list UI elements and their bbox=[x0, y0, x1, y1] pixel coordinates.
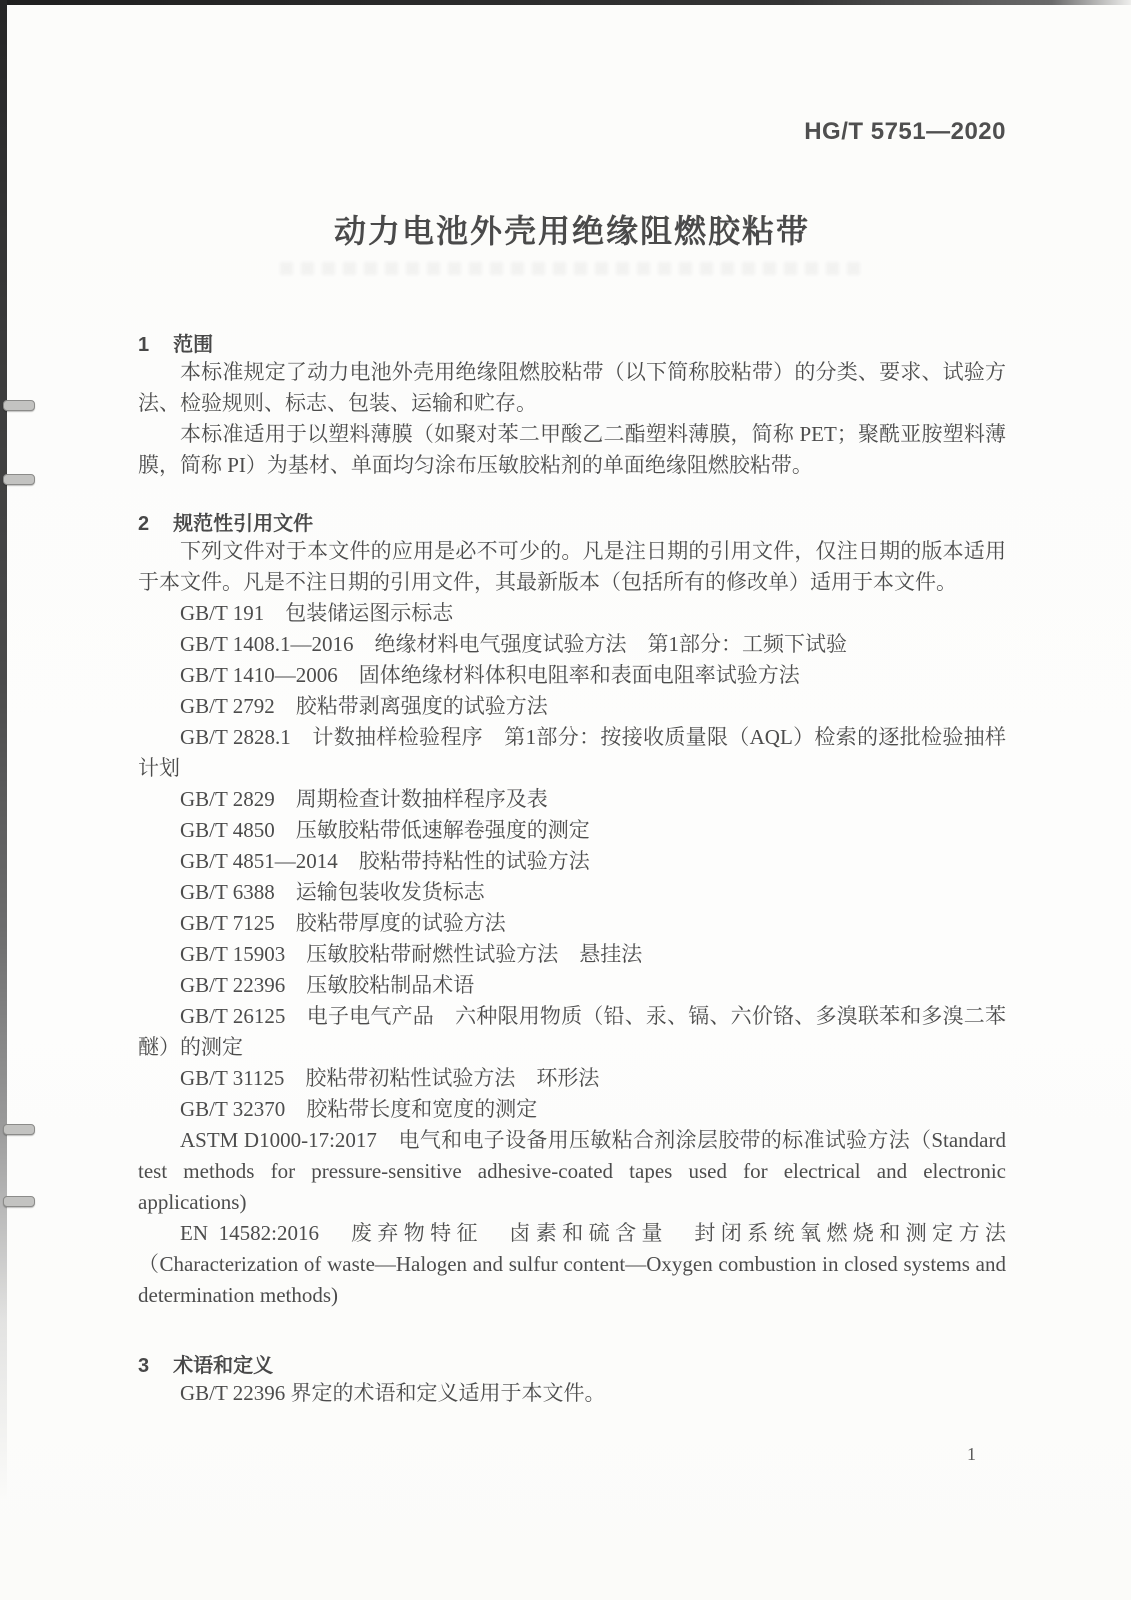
staple-mark bbox=[3, 474, 35, 485]
section-title: 术语和定义 bbox=[173, 1355, 274, 1377]
reference-item: EN 14582:2016 废弃物特征 卤素和硫含量 封闭系统氧燃烧和测定方法（Characterization of waste—Halogen and sulfur content—Oxygen combustion in closed systems and determination methods) bbox=[138, 1221, 1006, 1307]
section-heading-scope bbox=[138, 328, 1006, 357]
references-intro-paragraph: 下列文件对于本文件的应用是必不可少的。凡是注日期的引用文件，仅注日期的版本适用于本文件。凡是不注日期的引用文件，其最新版本（包括所有的修改单）适用于本文件。 bbox=[138, 539, 1006, 594]
reference-item: GB/T 7125 胶粘带厚度的试验方法 bbox=[180, 911, 506, 935]
standard-number: HG/T 5751—2020 bbox=[804, 118, 1006, 145]
section-heading-terms bbox=[138, 1349, 1006, 1378]
reference-item: GB/T 2829 周期检查计数抽样程序及表 bbox=[180, 787, 548, 811]
staple-mark bbox=[3, 1124, 35, 1135]
reference-item: GB/T 2828.1 计数抽样检验程序 第1部分：按接收质量限（AQL）检索的逐批检验抽样计划 bbox=[138, 725, 1006, 780]
reference-item: GB/T 26125 电子电气产品 六种限用物质（铅、汞、镉、六价铬、多溴联苯和多溴二苯醚）的测定 bbox=[138, 1004, 1006, 1059]
reference-item: GB/T 32370 胶粘带长度和宽度的测定 bbox=[180, 1097, 538, 1121]
section-number: 3 bbox=[138, 1355, 150, 1377]
staple-mark bbox=[3, 400, 35, 411]
page-number: 1 bbox=[967, 1444, 976, 1464]
reference-item: GB/T 6388 运输包装收发货标志 bbox=[180, 880, 485, 904]
section-number: 2 bbox=[138, 513, 150, 535]
reference-item: GB/T 2792 胶粘带剥离强度的试验方法 bbox=[180, 694, 548, 718]
section-heading-normative-references bbox=[138, 507, 1006, 536]
reference-item: GB/T 191 包装储运图示标志 bbox=[180, 601, 454, 625]
left-binding-scan-edge bbox=[0, 0, 7, 1500]
reference-item: ASTM D1000-17:2017 电气和电子设备用压敏粘合剂涂层胶带的标准试验方法（Standard test methods for pressure-sensitive adhesive-coated tapes used for electrical and electronic applications) bbox=[138, 1128, 1006, 1214]
scope-paragraph-2: 本标准适用于以塑料薄膜（如聚对苯二甲酸乙二酯塑料薄膜，简称 PET；聚酰亚胺塑料薄膜，简称 PI）为基材、单面均匀涂布压敏胶粘剂的单面绝缘阻燃胶粘带。 bbox=[138, 422, 1006, 477]
section-title: 规范性引用文件 bbox=[173, 513, 314, 535]
page-content bbox=[138, 0, 1006, 1409]
reference-item: GB/T 31125 胶粘带初粘性试验方法 环形法 bbox=[180, 1066, 600, 1090]
section-number: 1 bbox=[138, 334, 150, 356]
reference-item: GB/T 4850 压敏胶粘带低速解卷强度的测定 bbox=[180, 818, 590, 842]
reference-item: GB/T 4851—2014 胶粘带持粘性的试验方法 bbox=[180, 849, 590, 873]
references-list bbox=[138, 598, 1006, 1311]
reference-item: GB/T 1408.1—2016 绝缘材料电气强度试验方法 第1部分：工频下试验 bbox=[180, 632, 847, 656]
reference-item: GB/T 15903 压敏胶粘带耐燃性试验方法 悬挂法 bbox=[180, 942, 643, 966]
reference-item: GB/T 22396 压敏胶粘制品术语 bbox=[180, 973, 475, 997]
reference-item: GB/T 1410—2006 固体绝缘材料体积电阻率和表面电阻率试验方法 bbox=[180, 663, 800, 687]
document-title: 动力电池外壳用绝缘阻燃胶粘带 bbox=[333, 213, 810, 249]
scope-paragraph-1: 本标准规定了动力电池外壳用绝缘阻燃胶粘带（以下简称胶粘带）的分类、要求、试验方法、检验规则、标志、包装、运输和贮存。 bbox=[138, 360, 1006, 415]
terms-paragraph: GB/T 22396 界定的术语和定义适用于本文件。 bbox=[180, 1381, 606, 1405]
staple-mark bbox=[3, 1196, 35, 1207]
section-title: 范围 bbox=[173, 334, 214, 356]
